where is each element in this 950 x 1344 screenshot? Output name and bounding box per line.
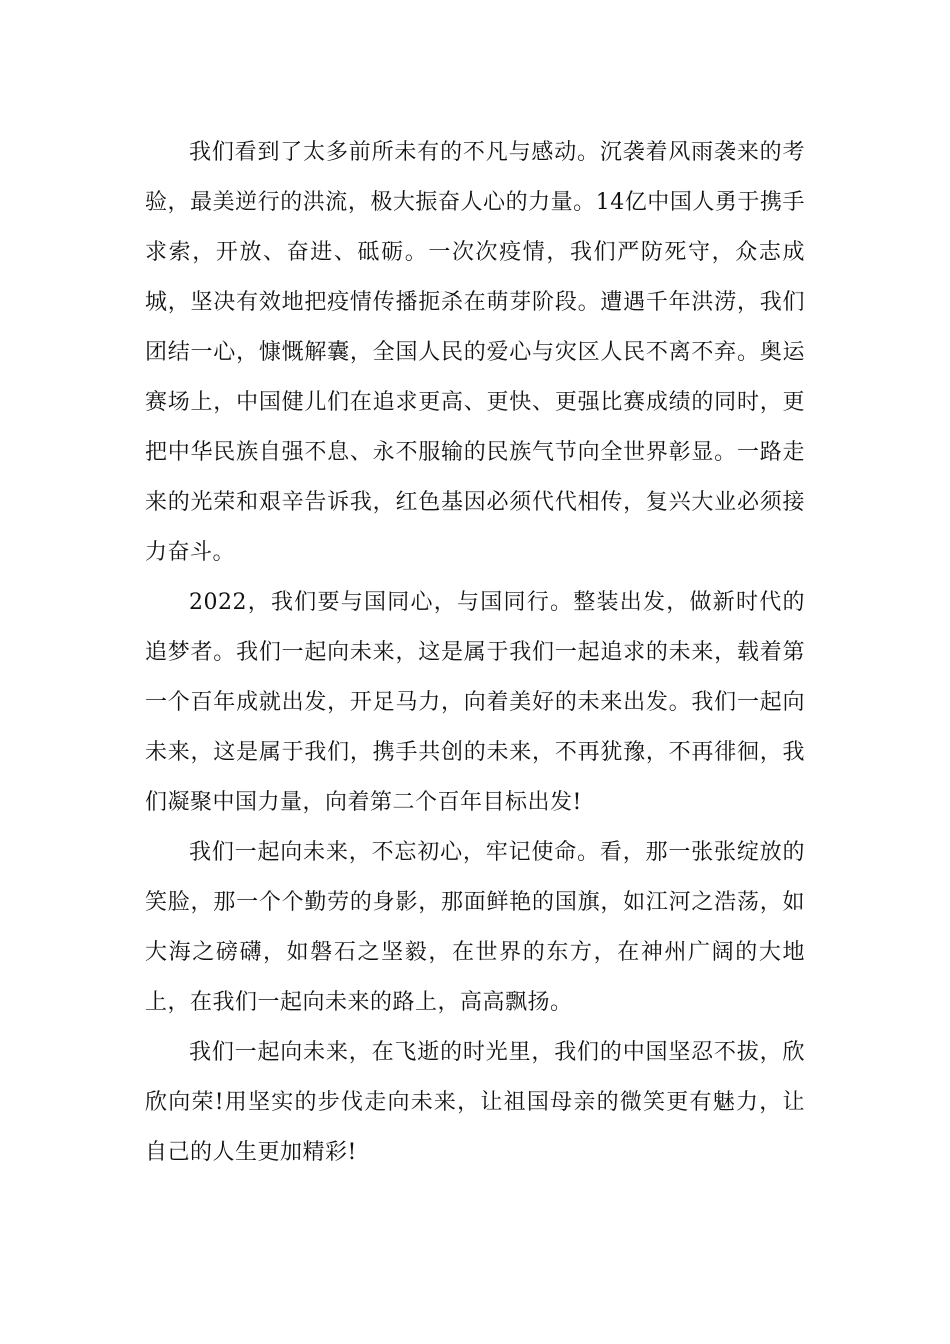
document-body: [145, 128, 805, 1178]
paragraph-3: 我们一起向未来，不忘初心，牢记使命。看，那一张张绽放的笑脸，那一个个勤劳的身影，那面鲜艳的国旗，如江河之浩荡，如大海之磅礴，如磐石之坚毅，在世界的东方，在神州广阔的大地上，在我们一起向未来的路上，高高飘扬。: [145, 840, 805, 1015]
paragraph-1: 我们看到了太多前所未有的不凡与感动。沉袭着风雨袭来的考验，最美逆行的洪流，极大振奋人心的力量。14亿中国人勇于携手求索，开放、奋进、砥砺。一次次疫情，我们严防死守，众志成城，坚决有效地把疫情传播扼杀在萌芽阶段。遭遇千年洪涝，我们团结一心，慷慨解囊，全国人民的爱心与灾区人民不离不弃。奥运赛场上，中国健儿们在追求更高、更快、更强比赛成绩的同时，更把中华民族自强不息、永不服输的民族气节向全世界彰显。一路走来的光荣和艰辛告诉我，红色基因必须代代相传，复兴大业必须接力奋斗。: [145, 140, 805, 565]
paragraph-2: 2022，我们要与国同心，与国同行。整装出发，做新时代的追梦者。我们一起向未来，这是属于我们一起追求的未来，载着第一个百年成就出发，开足马力，向着美好的未来出发。我们一起向未来，这是属于我们，携手共创的未来，不再犹豫，不再徘徊，我们凝聚中国力量，向着第二个百年目标出发!: [145, 590, 805, 815]
paragraph-4: 我们一起向未来，在飞逝的时光里，我们的中国坚忍不拔，欣欣向荣!用坚实的步伐走向未来，让祖国母亲的微笑更有魅力，让自己的人生更加精彩!: [145, 1040, 805, 1165]
